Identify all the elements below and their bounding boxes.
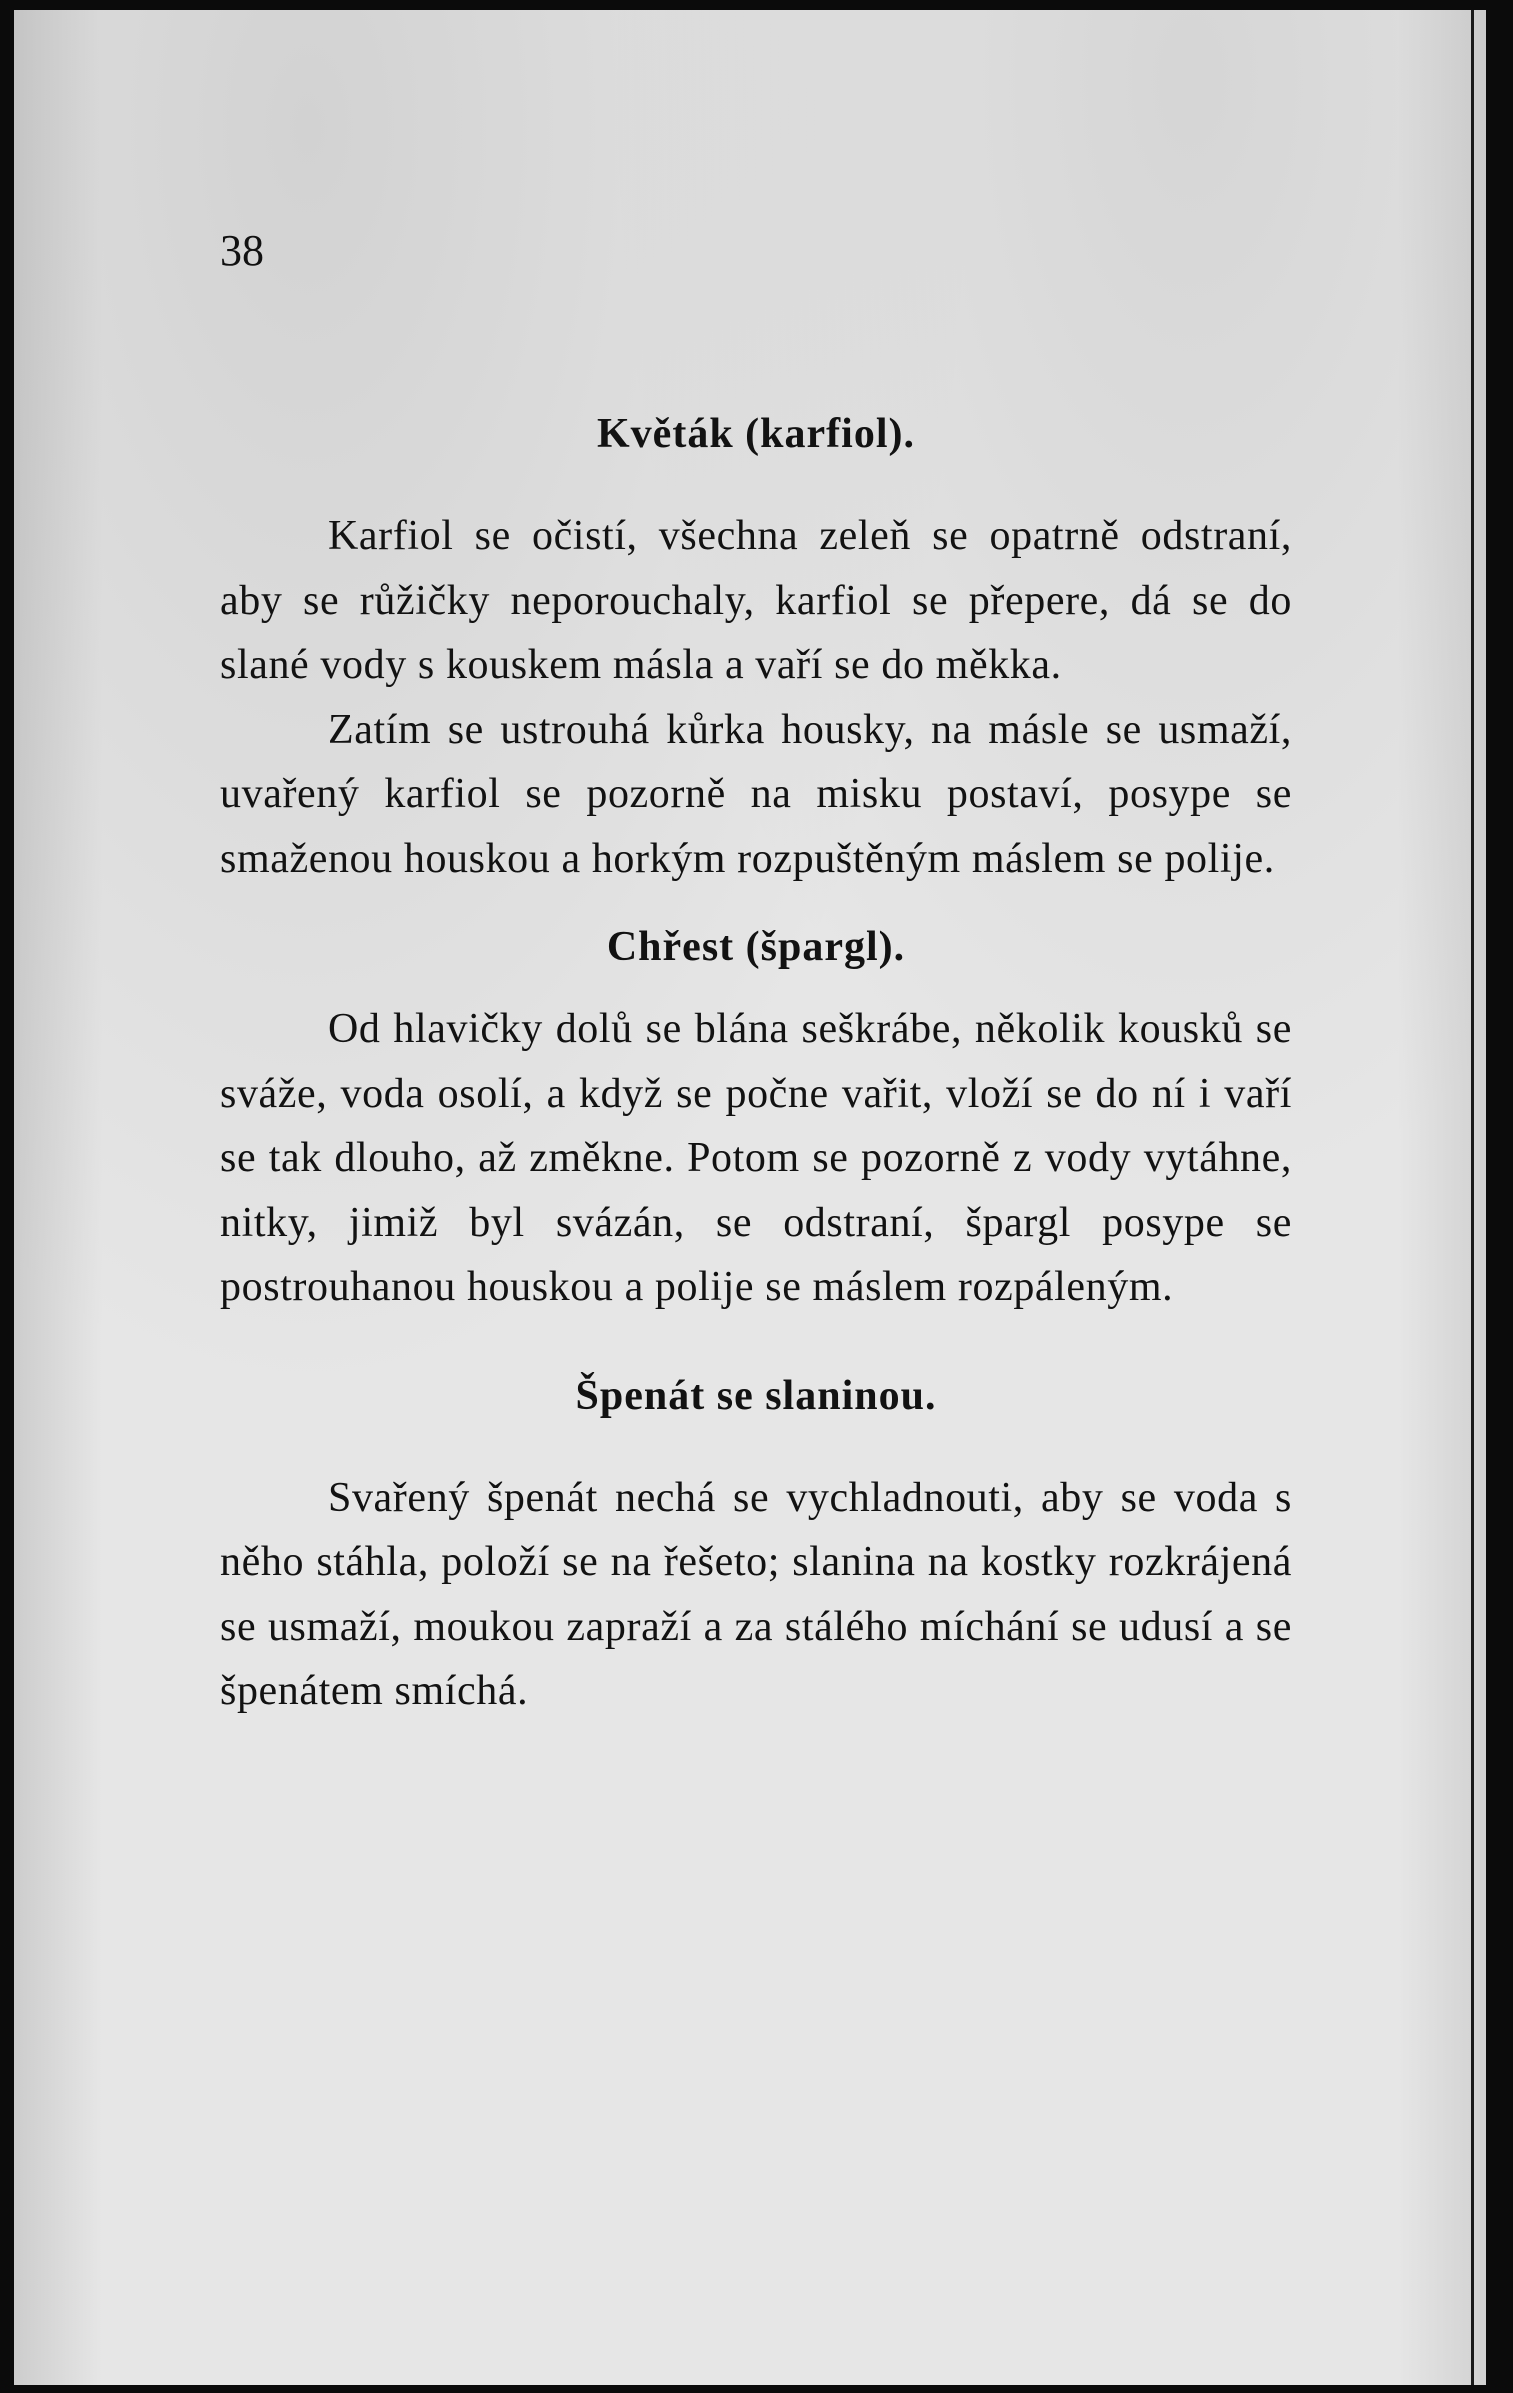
page-content bbox=[220, 410, 1292, 1724]
section-title-spenat: Špenát se slaninou. bbox=[575, 1372, 937, 1419]
book-page bbox=[14, 10, 1486, 2385]
section-title-kvetak: Květák (karfiol). bbox=[597, 411, 915, 457]
page-edge-shadow bbox=[1471, 10, 1474, 2385]
page-number: 38 bbox=[220, 226, 264, 275]
paragraph-chrest-1: Od hlavičky dolů se blána seškrábe, několik kousků se sváže, voda osolí, a když se počne vařit, vloží se do ní i vaří se tak dlouho, až změkne. Potom se pozorně z vody vytáhne, nitky, jimiž byl svázán, se odstraní, špargl posype se postrouhanou houskou a polije se máslem rozpáleným. bbox=[220, 1006, 1292, 1310]
paragraph-kvetak-1: Karfiol se očistí, všechna zeleň se opatrně odstraní, aby se růžičky neporouchaly, karfiol se přepere, dá se do slané vody s kouskem másla a vaří se do měkka. bbox=[220, 513, 1292, 688]
section-title-chrest: Chřest (špargl). bbox=[606, 924, 906, 970]
paragraph-kvetak-2: Zatím se ustrouhá kůrka housky, na másle se usmaží, uvařený karfiol se pozorně na misku postaví, posype se smaženou houskou a horkým rozpuštěným máslem se polije. bbox=[220, 706, 1292, 882]
paragraph-spenat-1: Svařený špenát nechá se vychladnouti, aby se voda s něho stáhla, položí se na řešeto; slanina na kostky rozkrájená se usmaží, moukou zapraží a za stálého míchání se udusí a se špenátem smíchá. bbox=[220, 1474, 1292, 1714]
